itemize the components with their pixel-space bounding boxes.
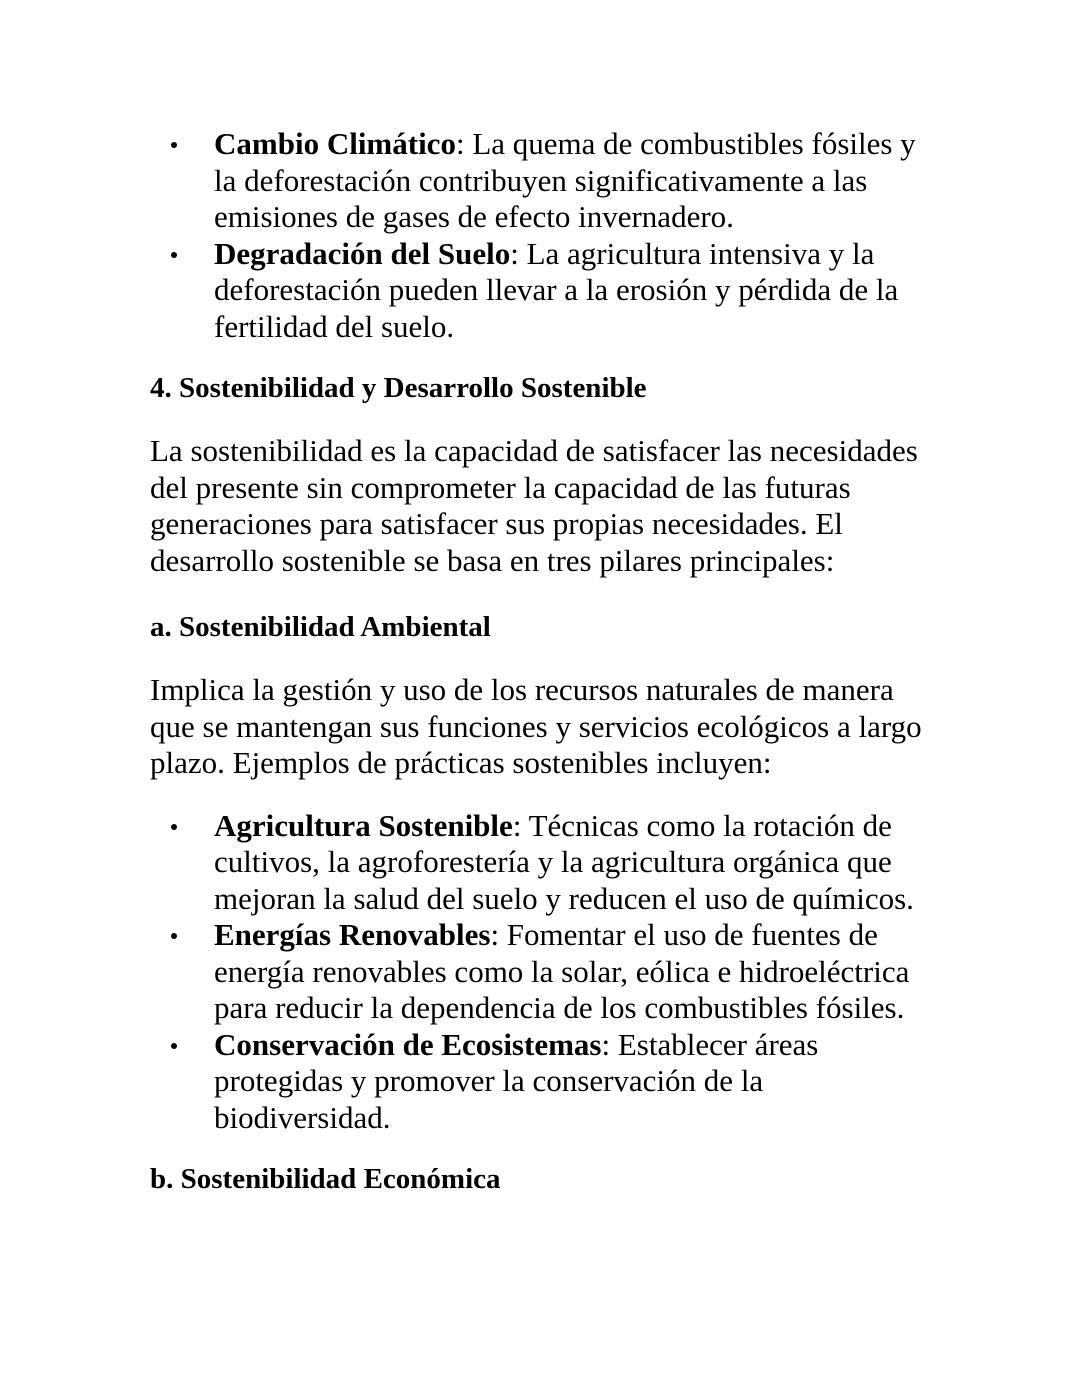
bullet-icon [171,824,177,830]
list-item-text: : Fomentar el uso de fuentes de energía renovables como la solar, eólica e hidroeléctrica para reducir la dependencia de los combustibles fósiles. [214,917,910,1025]
section-4-paragraph: La sostenibilidad es la capacidad de satisfacer las necesidades del presente sin comprometer la capacidad de las futuras generaciones para satisfacer sus propias necesidades. El desarrollo sostenible se basa en tres pilares principales: [150,433,918,578]
bullet-icon [171,142,177,148]
list-item-term: Energías Renovables [214,917,491,952]
subsection-heading-b: b. Sostenibilidad Económica [150,1163,501,1195]
list-item [214,236,940,346]
list-item-term: Conservación de Ecosistemas [214,1026,602,1062]
list-item-text: : Establecer áreas protegidas y promover la conservación de la biodiversidad. [214,1026,819,1135]
document-page [150,126,940,1197]
list-item-text: : La agricultura intensiva y la deforestación pueden llevar a la erosión y pérdida de la fertilidad del suelo. [214,235,899,344]
bullet-list-impacts [150,126,940,345]
section-a-paragraph: Implica la gestión y uso de los recursos naturales de manera que se mantengan sus funciones y servicios ecológicos a largo plazo. Ejemplos de prácticas sostenibles incluyen: [150,672,922,780]
list-item [214,808,940,918]
bullet-list-practices [150,808,940,1137]
subsection-heading-a: a. Sostenibilidad Ambiental [150,611,491,643]
bullet-icon [171,252,177,258]
list-item [214,1027,940,1137]
section-heading-4: 4. Sostenibilidad y Desarrollo Sostenible [150,372,647,404]
list-item-text: : Técnicas como la rotación de cultivos, la agroforestería y la agricultura orgánica que mejoran la salud del suelo y reducen el uso de químicos. [214,807,914,916]
list-item [214,126,940,236]
list-item-term: Cambio Climático [214,126,456,161]
list-item-term: Agricultura Sostenible [214,807,513,843]
bullet-icon [171,1043,177,1049]
list-item [214,917,940,1027]
list-item-text: : La quema de combustibles fósiles y la deforestación contribuyen significativamente a las emisiones de gases de efecto invernadero. [214,126,916,234]
bullet-icon [171,933,177,939]
list-item-term: Degradación del Suelo [214,235,511,271]
